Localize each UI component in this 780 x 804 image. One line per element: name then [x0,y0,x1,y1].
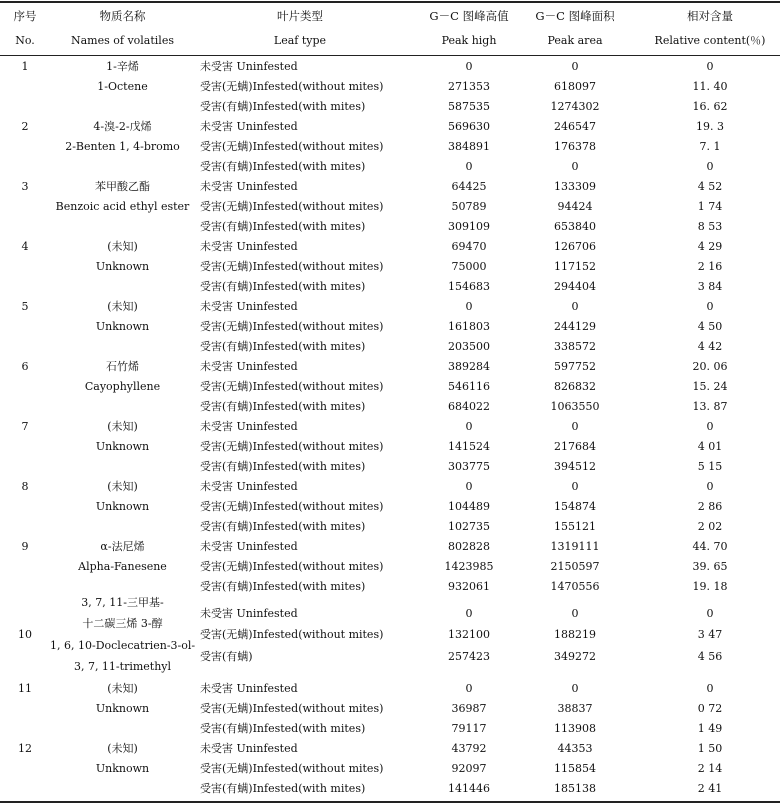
leaf-type: 受害(有螨)Infested(with mites) [200,580,366,593]
group-number: 5 [21,300,29,313]
leaf-type: 未受害 Uninfested [200,180,298,193]
compound-name-cn: (未知) [107,480,138,493]
peak-high: 132100 [448,628,490,641]
peak-high: 384891 [448,140,490,153]
leaf-type: 受害(无螨)Infested(without mites) [200,560,384,573]
peak-area: 1470556 [550,580,600,593]
relative-content: 0 [706,682,714,695]
compound-name-cn: 4-溴-2-戊烯 [93,120,152,133]
peak-high: 36987 [451,702,487,715]
relative-content: 3 84 [697,280,723,293]
peak-high: 303775 [448,460,490,473]
header-area-cn: G－C 图峰面积 [535,9,615,23]
peak-area: 38837 [557,702,593,715]
peak-area: 188219 [554,628,596,641]
peak-high: 0 [465,480,473,493]
leaf-type: 受害(有螨)Infested(with mites) [200,220,366,233]
leaf-type: 受害(无螨)Infested(without mites) [200,762,384,775]
leaf-type: 未受害 Uninfested [200,60,298,73]
compound-name: 3, 7, 11-trimethyl [73,660,172,673]
peak-high: 389284 [448,360,490,373]
peak-high: 75000 [451,260,487,273]
relative-content: 19. 3 [696,120,724,133]
leaf-type: 受害(无螨)Infested(without mites) [200,260,384,273]
peak-high: 154683 [448,280,490,293]
compound-name: Unknown [95,500,150,513]
relative-content: 0 72 [697,702,723,715]
peak-area: 244129 [554,320,596,333]
relative-content: 13. 87 [692,400,728,413]
peak-high: 141524 [448,440,490,453]
compound-name: Cayophyllene [84,380,161,393]
relative-content: 4 56 [697,650,723,663]
peak-high: 932061 [448,580,490,593]
leaf-type: 受害(无螨)Infested(without mites) [200,500,384,513]
compound-name-cn: 苯甲酸乙酯 [95,180,150,193]
header-area-en: Peak area [547,34,603,47]
compound-name: Unknown [95,260,150,273]
peak-high: 0 [465,160,473,173]
group-number: 2 [21,120,29,133]
peak-high: 79117 [451,722,487,735]
group-number: 11 [18,682,32,695]
peak-area: 394512 [554,460,596,473]
compound-name-cn: 石竹烯 [106,360,139,373]
peak-area: 0 [571,420,579,433]
leaf-type: 受害(无螨)Infested(without mites) [200,440,384,453]
relative-content: 4 42 [697,340,723,353]
peak-area: 0 [571,480,579,493]
leaf-type: 受害(无螨)Infested(without mites) [200,380,384,393]
peak-high: 104489 [448,500,490,513]
leaf-type: 受害(有螨)Infested(with mites) [200,782,366,795]
leaf-type: 受害(无螨)Infested(without mites) [200,200,384,213]
peak-area: 653840 [554,220,596,233]
relative-content: 4 52 [697,180,723,193]
peak-high: 50789 [451,200,487,213]
group-number: 1 [21,60,29,73]
header-no-en: No. [15,34,35,47]
peak-area: 618097 [554,80,596,93]
relative-content: 15. 24 [692,380,728,393]
leaf-type: 未受害 Uninfested [200,120,298,133]
relative-content: 19. 18 [692,580,728,593]
compound-name: 1, 6, 10-Doclecatrien-3-ol- [50,639,196,652]
group-number: 3 [21,180,29,193]
peak-area: 0 [571,682,579,695]
peak-area: 185138 [554,782,596,795]
peak-area: 44353 [557,742,593,755]
compound-name: Unknown [95,440,150,453]
leaf-type: 未受害 Uninfested [200,540,298,553]
group-number: 12 [18,742,32,755]
leaf-type: 受害(有螨)Infested(with mites) [200,280,366,293]
header-high-cn: G－C 图峰高值 [429,9,509,23]
relative-content: 2 41 [697,782,723,795]
relative-content: 20. 06 [692,360,728,373]
peak-high: 0 [465,300,473,313]
peak-area: 597752 [554,360,596,373]
group-number: 7 [21,420,29,433]
peak-high: 161803 [448,320,490,333]
relative-content: 3 47 [697,628,723,641]
leaf-type: 受害(有螨) [200,650,253,663]
peak-area: 826832 [554,380,596,393]
relative-content: 4 29 [697,240,723,253]
peak-high: 802828 [448,540,490,553]
leaf-type: 未受害 Uninfested [200,607,298,620]
compound-name: 1-Octene [97,80,148,93]
header-leaf-cn: 叶片类型 [277,9,323,23]
compound-name-cn: 1-辛烯 [106,60,139,73]
leaf-type: 未受害 Uninfested [200,682,298,695]
leaf-type: 未受害 Uninfested [200,420,298,433]
relative-content: 1 49 [697,722,723,735]
leaf-type: 受害(有螨)Infested(with mites) [200,100,366,113]
header-name-cn: 物质名称 [99,9,146,23]
relative-content: 44. 70 [692,540,728,553]
compound-name: Unknown [95,702,150,715]
peak-high: 0 [465,682,473,695]
peak-area: 0 [571,160,579,173]
leaf-type: 受害(无螨)Infested(without mites) [200,702,384,715]
relative-content: 2 16 [697,260,723,273]
peak-area: 338572 [554,340,596,353]
relative-content: 2 02 [697,520,723,533]
peak-area: 94424 [557,200,593,213]
peak-area: 349272 [554,650,596,663]
compound-name: 2-Benten 1, 4-bromo [65,140,180,153]
relative-content: 5 15 [697,460,723,473]
peak-high: 0 [465,60,473,73]
group-number: 10 [18,628,32,641]
leaf-type: 受害(有螨)Infested(with mites) [200,722,366,735]
leaf-type: 受害(无螨)Infested(without mites) [200,140,384,153]
relative-content: 2 14 [697,762,723,775]
header-rule [0,55,780,56]
leaf-type: 未受害 Uninfested [200,240,298,253]
peak-area: 133309 [554,180,596,193]
peak-area: 154874 [554,500,596,513]
peak-area: 2150597 [550,560,600,573]
peak-high: 0 [465,420,473,433]
leaf-type: 未受害 Uninfested [200,742,298,755]
peak-area: 1274302 [550,100,600,113]
bottom-rule [0,801,780,803]
group-number: 9 [21,540,29,553]
leaf-type: 受害(有螨)Infested(with mites) [200,460,366,473]
relative-content: 1 74 [697,200,723,213]
group-number: 6 [21,360,29,373]
leaf-type: 未受害 Uninfested [200,300,298,313]
header-no-cn: 序号 [13,9,37,23]
peak-high: 271353 [448,80,490,93]
peak-area: 126706 [554,240,596,253]
peak-high: 141446 [448,782,490,795]
peak-area: 113908 [554,722,596,735]
peak-high: 102735 [448,520,490,533]
compound-name-cn: (未知) [107,742,138,755]
compound-name-cn: (未知) [107,420,138,433]
leaf-type: 受害(无螨)Infested(without mites) [200,80,384,93]
leaf-type: 受害(有螨)Infested(with mites) [200,520,366,533]
compound-name-cn: 3, 7, 11-三甲基- [81,596,164,609]
relative-content: 0 [706,420,714,433]
relative-content: 4 01 [697,440,723,453]
peak-area: 155121 [554,520,596,533]
leaf-type: 受害(有螨)Infested(with mites) [200,160,366,173]
peak-high: 64425 [451,180,487,193]
header-rel-cn: 相对含量 [687,9,733,23]
peak-high: 587535 [448,100,490,113]
peak-area: 115854 [554,762,596,775]
compound-name: Alpha-Fanesene [78,560,167,573]
compound-name-cn: (未知) [107,682,138,695]
peak-area: 0 [571,60,579,73]
relative-content: 0 [706,60,714,73]
peak-high: 1423985 [444,560,494,573]
peak-area: 246547 [554,120,596,133]
relative-content: 2 86 [697,500,723,513]
peak-area: 1063550 [550,400,600,413]
top-rule [0,1,780,3]
header-rel-en: Relative content(％) [654,34,766,47]
peak-high: 92097 [451,762,487,775]
peak-high: 0 [465,607,473,620]
peak-high: 43792 [451,742,487,755]
relative-content: 39. 65 [692,560,728,573]
peak-area: 294404 [554,280,596,293]
relative-content: 11. 40 [692,80,728,93]
relative-content: 4 50 [697,320,723,333]
relative-content: 0 [706,300,714,313]
header-high-en: Peak high [441,34,497,47]
leaf-type: 未受害 Uninfested [200,480,298,493]
relative-content: 8 53 [697,220,723,233]
peak-area: 0 [571,607,579,620]
compound-name: Benzoic acid ethyl ester [55,200,190,213]
leaf-type: 受害(无螨)Infested(without mites) [200,628,384,641]
group-number: 4 [21,240,29,253]
compound-name: Unknown [95,762,150,775]
leaf-type: 受害(有螨)Infested(with mites) [200,340,366,353]
peak-high: 684022 [448,400,490,413]
peak-area: 176378 [554,140,596,153]
peak-high: 203500 [448,340,490,353]
peak-high: 309109 [448,220,490,233]
peak-high: 546116 [448,380,490,393]
peak-high: 69470 [451,240,487,253]
relative-content: 7. 1 [699,140,721,153]
compound-name-cn: α-法尼烯 [100,540,145,553]
group-number: 8 [21,480,29,493]
peak-area: 217684 [554,440,596,453]
compound-name: 十二碳三烯 3-醇 [82,617,163,630]
relative-content: 0 [706,607,714,620]
compound-name-cn: (未知) [107,240,138,253]
peak-area: 0 [571,300,579,313]
peak-high: 257423 [448,650,490,663]
leaf-type: 未受害 Uninfested [200,360,298,373]
leaf-type: 受害(无螨)Infested(without mites) [200,320,384,333]
peak-area: 1319111 [550,540,600,553]
peak-area: 117152 [554,260,596,273]
relative-content: 0 [706,160,714,173]
leaf-type: 受害(有螨)Infested(with mites) [200,400,366,413]
header-leaf-en: Leaf type [273,34,327,47]
peak-high: 569630 [448,120,490,133]
compound-name-cn: (未知) [107,300,138,313]
relative-content: 0 [706,480,714,493]
compound-name: Unknown [95,320,150,333]
header-name-en: Names of volatiles [71,34,174,47]
relative-content: 16. 62 [692,100,728,113]
relative-content: 1 50 [697,742,723,755]
